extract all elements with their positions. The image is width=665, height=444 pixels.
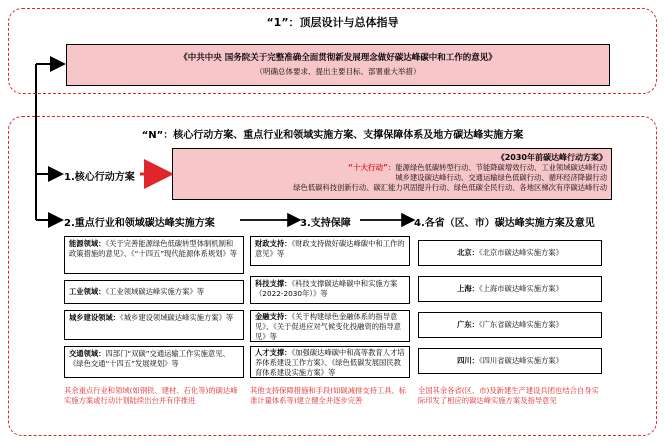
ten-actions-line3: 绿色低碳科技创新行动、碳汇能力巩固提升行动、绿色低碳全民行动、各地区梯次有序碳达峰行动 [293, 183, 607, 192]
top-doc-subtitle: （明确总体要求、提出主要目标、部署重大举措） [255, 67, 421, 76]
top-title: “1”：顶层设计与总体指导 [266, 16, 399, 29]
province-item-guangdong: 广东：《广东省碳达峰实施方案》 [418, 312, 602, 338]
top-doc-title: 《中共中央 国务院关于完整准确全面贯彻新发展理念做好碳达峰碳中和工作的意见》 [179, 53, 497, 63]
support-item-tech: 科技支撑：《科技支撑碳达峰碳中和实施方案（2022-2030年）》等 [250, 276, 410, 304]
ten-actions-line1: “十大行动”：能源绿色低碳转型行动、节能降碳增效行动、工业领域碳达峰行动 [348, 163, 607, 172]
section-4-label: 4.各省（区、市）碳达峰实施方案及意见 [414, 218, 595, 229]
support-item-finance: 财政支持：《财政支持做好碳达峰碳中和工作的意见》等 [250, 236, 410, 266]
support-item-talent: 人才支撑：《加强碳达峰碳中和高等教育人才培养体系建设工作方案》、《绿色低碳发展国民教育体系建设实施方案》等 [250, 346, 410, 378]
support-item-banking: 金融支持：《关于构建绿色金融体系的指导意见》、《关于促进应对气候变化投融资的指导意见》等 [250, 310, 410, 342]
industry-item-energy: 能源领域：《关于完善能源绿色低碳转型体制机制和政策措施的意见》、《“十四五”现代能源体系规划》等 [64, 236, 244, 274]
note-support: 其他支持保障措施和手段(如碳减排支持工具、标准计量体系等)建立健全并逐步完善 [250, 386, 407, 405]
section-1-label: 1.核心行动方案 [64, 172, 135, 183]
industry-item-industry: 工业领域：《工业领域碳达峰实施方案》等 [64, 280, 244, 304]
province-item-beijing: 北京：《北京市碳达峰实施方案》 [418, 240, 602, 266]
action-plan-title: 《2030年前碳达峰行动方案》 [496, 153, 607, 162]
action-plan-box [172, 148, 612, 200]
n-title: “N”：核心行动方案、重点行业和领域实施方案、支撑保障体系及地方碳达峰实施方案 [141, 130, 524, 141]
ten-actions-line2: 城乡建设碳达峰行动、交通运输绿色低碳行动、循环经济降碳行动 [395, 173, 607, 182]
industry-item-urban: 城乡建设领域：《城乡建设领域碳达峰实施方案》等 [64, 310, 244, 340]
province-item-shanghai: 上海：《上海市碳达峰实施方案》 [418, 276, 602, 302]
note-provinces: 全国其余各省(区、市)及新建生产建设兵团也结合自身实际印发了相应的碳达峰实施方案及指导意见 [418, 386, 599, 405]
note-industry: 其余重点行业和领域(如钢铁、建材、石化等)的碳达峰实施方案或行动计划陆续出台并有序推进 [64, 386, 238, 405]
section-2-label: 2.重点行业和领域碳达峰实施方案 [64, 218, 215, 229]
province-item-sichuan: 四川：《四川省碳达峰实施方案》 [418, 348, 602, 374]
section-3-label: 3.支持保障 [300, 218, 351, 229]
top-doc-box [66, 44, 610, 86]
industry-item-transport: 交通领域：四部门“双碳”交通运输工作实施意见、《绿色交通“十四五”发展规划》等 [64, 346, 244, 378]
